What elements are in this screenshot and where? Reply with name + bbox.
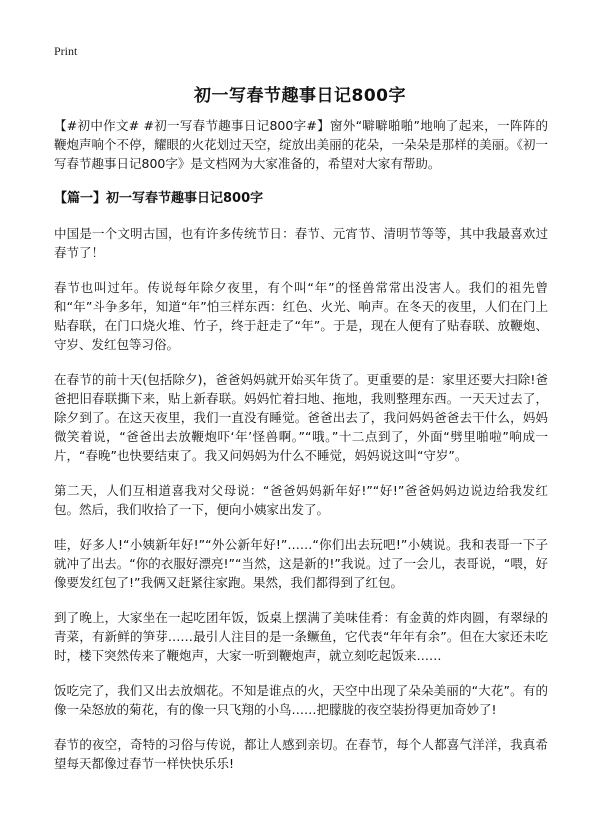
intro-paragraph: 【#初中作文# #初一写春节趣事日记800字#】窗外“噼噼啪啪”地响了起来，一阵阵的鞭炮声响个不停，耀眼的火花划过天空，绽放出美丽的花朵，一朵朵是那样的美丽。《初一写春节趣事日记800字》是文档网为大家准备的，希望对大家有帮助。: [54, 118, 548, 171]
section-heading: 【篇一】初一写春节趣事日记800字: [54, 191, 264, 206]
print-link[interactable]: Print: [54, 44, 78, 58]
paragraph-3: 在春节的前十天(包括除夕)，爸爸妈妈就开始买年货了。更重要的是：家里还要大扫除!爸爸把旧春联撕下来，贴上新春联。妈妈忙着扫地、拖地，我则整理东西。一天天过去了，除夕到了。在这天夜里，我们一直没有睡觉。爸爸出去了，我问妈妈爸爸去干什么，妈妈微笑着说，“爸爸出去放鞭炮吓‘年’怪兽啊。”“哦。”十二点到了，外面“劈里啪啦”响成一片，“春晚”也快要结束了。我又问妈妈为什么不睡觉，妈妈说这叫“守岁”。: [54, 372, 548, 463]
paragraph-7: 饭吃完了，我们又出去放烟花。不知是谁点的火，天空中出现了朵朵美丽的“大花”。有的像一朵怒放的菊花，有的像一只飞翔的小鸟……把朦胧的夜空装扮得更加奇妙了!: [54, 683, 548, 717]
paragraph-2: 春节也叫过年。传说每年除夕夜里，有个叫“年”的怪兽常常出没害人。我们的祖先曾和“年”斗争多年，知道“年”怕三样东西：红色、火光、响声。在冬天的夜里，人们在门上贴春联，在门口烧火堆、竹子，终于赶走了“年”。于是，现在人便有了贴春联、放鞭炮、守岁、发红包等习俗。: [54, 280, 548, 352]
page-title: 初一写春节趣事日记800字: [194, 86, 406, 106]
paragraph-5: 哇，好多人!“小姨新年好!”“外公新年好!”……“你们出去玩吧!”小姨说。我和表哥一下子就冲了出去。“你的衣服好漂亮!”“当然，这是新的!”我说。过了一会儿，表哥说，“喂，好像要发红包了!”我俩又赶紧往家跑。果然，我们都得到了红包。: [54, 537, 548, 590]
paragraph-1: 中国是一个文明古国，也有许多传统节日：春节、元宵节、清明节等等，其中我最喜欢过春节了！: [54, 226, 548, 260]
paragraph-4: 第二天，人们互相道喜我对父母说：“爸爸妈妈新年好!”“好!”爸爸妈妈边说边给我发红包。然后，我们收拾了一下，便向小姨家出发了。: [54, 483, 548, 517]
paragraph-8: 春节的夜空，奇特的习俗与传说，都让人感到亲切。在春节，每个人都喜气洋洋，我真希望每天都像过春节一样快快乐乐!: [54, 737, 548, 771]
article-body: [54, 116, 548, 789]
paragraph-6: 到了晚上，大家坐在一起吃团年饭，饭桌上摆满了美味佳肴：有金黄的炸肉圆，有翠绿的青菜，有新鲜的笋芽……最引人注目的是一条鳜鱼，它代表“年年有余”。但在大家还未吃时，楼下突然传来了鞭炮声，大家一听到鞭炮声，就立刻吃起饭来……: [54, 610, 548, 663]
